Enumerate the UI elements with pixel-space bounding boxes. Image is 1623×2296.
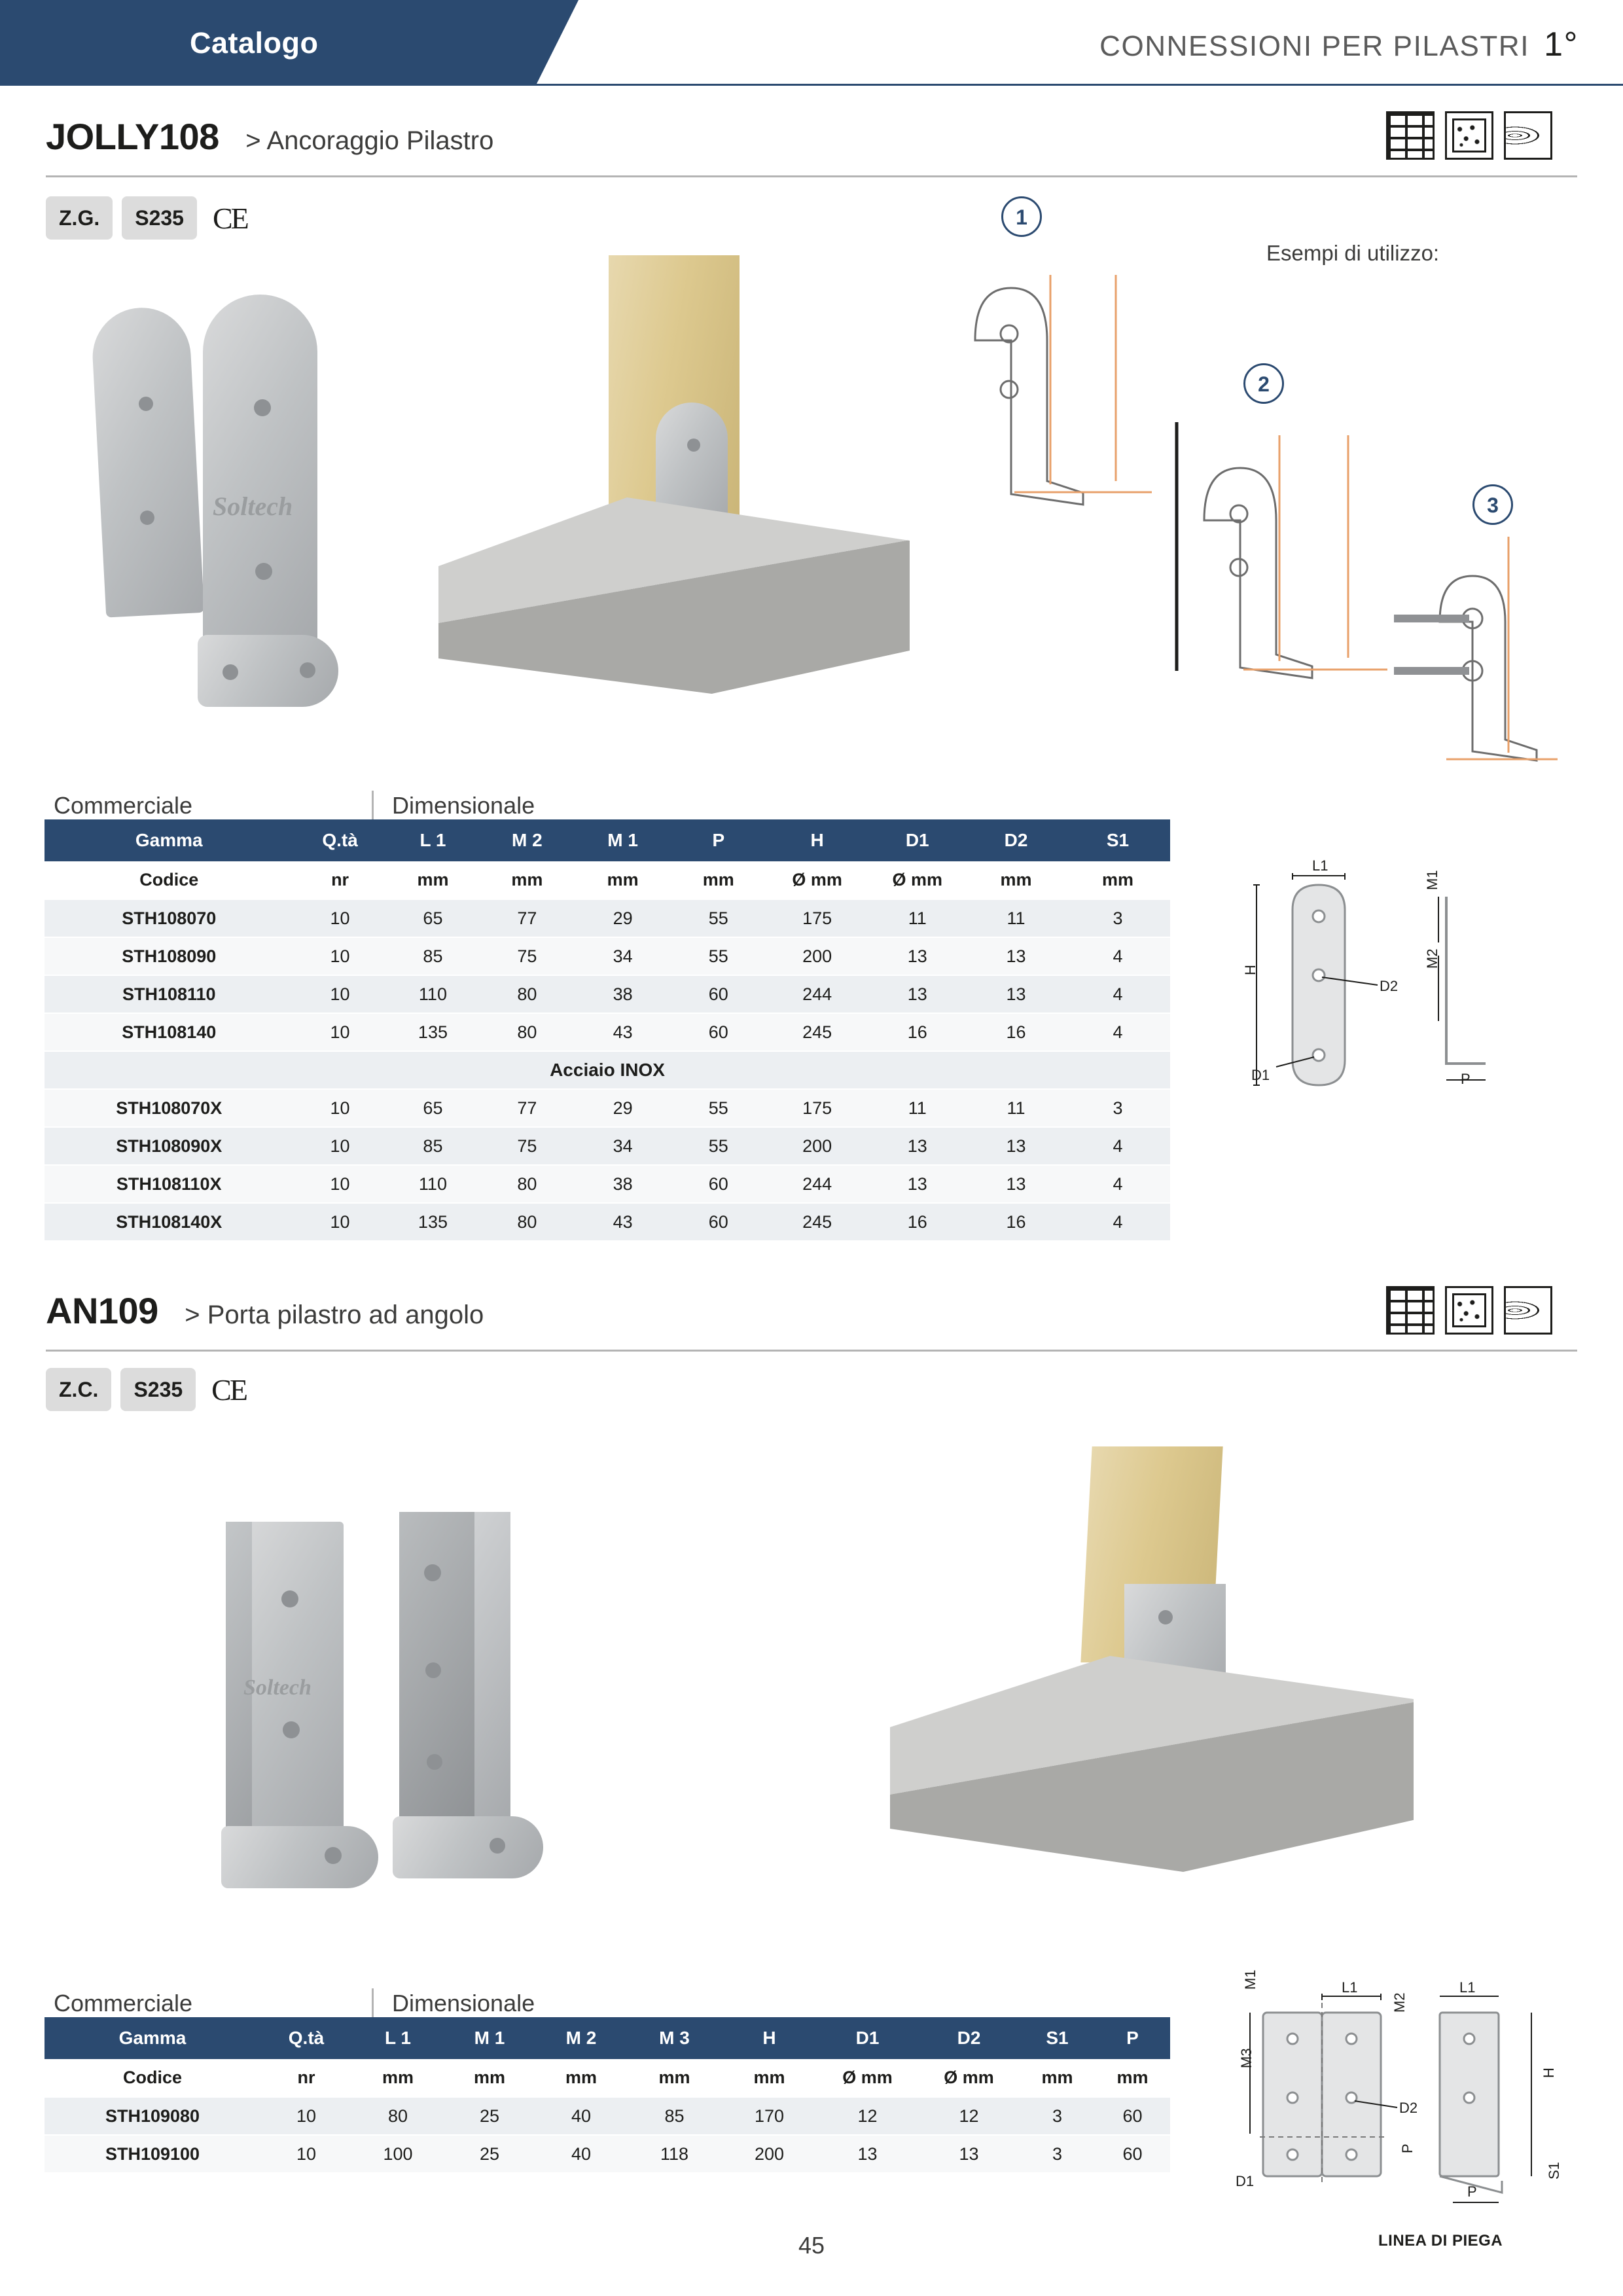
dim-d1: D1 bbox=[1251, 1067, 1270, 1083]
cell: 13 bbox=[967, 975, 1065, 1013]
cell: 60 bbox=[671, 975, 766, 1013]
cell: 110 bbox=[387, 1165, 480, 1203]
cell: 29 bbox=[575, 1089, 670, 1127]
table-row bbox=[45, 1013, 1170, 1051]
cell: 200 bbox=[722, 2135, 817, 2173]
cell: 25 bbox=[444, 2097, 535, 2135]
ce-mark-icon: CE bbox=[212, 201, 247, 235]
cell: 40 bbox=[535, 2135, 627, 2173]
unit-s1: mm bbox=[1020, 2059, 1095, 2097]
dim-m3: M3 bbox=[1238, 2048, 1255, 2068]
cell: 55 bbox=[671, 899, 766, 937]
usage-sketch-1 bbox=[936, 196, 1158, 511]
th-d1: D1 bbox=[817, 2017, 918, 2059]
dim-p-right: P bbox=[1467, 2183, 1477, 2200]
cell: 60 bbox=[671, 1165, 766, 1203]
cell: 65 bbox=[387, 899, 480, 937]
caption-dimensionale: Dimensionale bbox=[392, 1990, 535, 2017]
section-title: CONNESSIONI PER PILASTRI bbox=[1099, 30, 1530, 62]
unit-codice: Codice bbox=[45, 861, 293, 899]
cell: 40 bbox=[535, 2097, 627, 2135]
cell-code: STH108140 bbox=[45, 1013, 293, 1051]
th-s1: S1 bbox=[1065, 819, 1170, 861]
product-1-table-caption bbox=[45, 779, 1170, 819]
product-1-badges bbox=[46, 196, 247, 240]
cell: 75 bbox=[479, 1127, 575, 1165]
cell: 13 bbox=[868, 1165, 967, 1203]
dim-h: H bbox=[1242, 965, 1258, 975]
unit-l1: mm bbox=[387, 861, 480, 899]
badge-coating: Z.C. bbox=[46, 1368, 111, 1411]
cell: 13 bbox=[868, 937, 967, 975]
cell: 38 bbox=[575, 1165, 670, 1203]
cell: 244 bbox=[766, 1165, 868, 1203]
th-qta: Q.tà bbox=[260, 2017, 352, 2059]
cell: 13 bbox=[868, 975, 967, 1013]
unit-codice: Codice bbox=[45, 2059, 260, 2097]
product-2-technical-drawing bbox=[1224, 1969, 1590, 2251]
page-header bbox=[0, 0, 1623, 84]
cell: 85 bbox=[387, 1127, 480, 1165]
table-units-row bbox=[45, 861, 1170, 899]
th-m1: M 1 bbox=[575, 819, 670, 861]
table-units-row bbox=[45, 2059, 1170, 2097]
th-d1: D1 bbox=[868, 819, 967, 861]
cell: 11 bbox=[868, 1089, 967, 1127]
cell-code: STH109080 bbox=[45, 2097, 260, 2135]
unit-d1: Ø mm bbox=[868, 861, 967, 899]
cell-code: STH108110 bbox=[45, 975, 293, 1013]
cell: 244 bbox=[766, 975, 868, 1013]
product-2-badges bbox=[46, 1368, 246, 1411]
cell: 4 bbox=[1065, 1013, 1170, 1051]
cell: 4 bbox=[1065, 1203, 1170, 1241]
th-m2: M 2 bbox=[535, 2017, 627, 2059]
product-1-description: > Ancoraggio Pilastro bbox=[245, 126, 494, 155]
cell: 80 bbox=[479, 1013, 575, 1051]
cell-code: STH108090 bbox=[45, 937, 293, 975]
cell: 65 bbox=[387, 1089, 480, 1127]
cell: 60 bbox=[1095, 2135, 1170, 2173]
cell: 170 bbox=[722, 2097, 817, 2135]
cell: 16 bbox=[967, 1203, 1065, 1241]
dim-m2: M2 bbox=[1424, 948, 1440, 969]
cell-code: STH108140X bbox=[45, 1203, 293, 1241]
product-1-photo-parts bbox=[92, 295, 399, 713]
cell: 85 bbox=[627, 2097, 722, 2135]
unit-d2: Ø mm bbox=[918, 2059, 1020, 2097]
cell: 200 bbox=[766, 937, 868, 975]
cell: 118 bbox=[627, 2135, 722, 2173]
concrete-icon bbox=[1445, 1286, 1493, 1335]
unit-l1: mm bbox=[352, 2059, 444, 2097]
product-2-material-icons bbox=[1386, 1286, 1552, 1335]
cell: 175 bbox=[766, 899, 868, 937]
th-m1: M 1 bbox=[444, 2017, 535, 2059]
dim-l1: L1 bbox=[1312, 857, 1329, 874]
th-gamma: Gamma bbox=[45, 819, 293, 861]
th-s1: S1 bbox=[1020, 2017, 1095, 2059]
product-1-underline bbox=[46, 175, 1577, 177]
cell: 34 bbox=[575, 1127, 670, 1165]
cell: 60 bbox=[1095, 2097, 1170, 2135]
dim-m1: M1 bbox=[1242, 1969, 1258, 1990]
product-1-code: JOLLY108 bbox=[46, 116, 219, 157]
cell: 11 bbox=[967, 899, 1065, 937]
unit-s1: mm bbox=[1065, 861, 1170, 899]
catalog-label: Catalogo bbox=[190, 26, 319, 60]
table-row bbox=[45, 1127, 1170, 1165]
unit-m2: mm bbox=[535, 2059, 627, 2097]
cell: 80 bbox=[479, 975, 575, 1013]
cell: 4 bbox=[1065, 1127, 1170, 1165]
cell: 25 bbox=[444, 2135, 535, 2173]
table-header-row bbox=[45, 819, 1170, 861]
cell: 10 bbox=[260, 2097, 352, 2135]
th-p: P bbox=[1095, 2017, 1170, 2059]
wood-icon bbox=[1504, 1286, 1552, 1335]
cell: 10 bbox=[293, 1203, 386, 1241]
table-row bbox=[45, 1203, 1170, 1241]
cell-code: STH109100 bbox=[45, 2135, 260, 2173]
unit-nr: nr bbox=[293, 861, 386, 899]
cell: 11 bbox=[868, 899, 967, 937]
usage-examples-label: Esempi di utilizzo: bbox=[1266, 241, 1440, 265]
unit-d2: mm bbox=[967, 861, 1065, 899]
cell: 55 bbox=[671, 937, 766, 975]
cell-code: STH108070 bbox=[45, 899, 293, 937]
dim-d1: D1 bbox=[1236, 2173, 1255, 2189]
cell: 10 bbox=[293, 899, 386, 937]
callout-1: 1 bbox=[1001, 196, 1042, 237]
cell: 245 bbox=[766, 1013, 868, 1051]
cell: 60 bbox=[671, 1203, 766, 1241]
cell: 3 bbox=[1065, 899, 1170, 937]
cell: 85 bbox=[387, 937, 480, 975]
unit-m2: mm bbox=[479, 861, 575, 899]
cell: 175 bbox=[766, 1089, 868, 1127]
th-m3: M 3 bbox=[627, 2017, 722, 2059]
dim-d2: D2 bbox=[1380, 978, 1399, 994]
cell: 38 bbox=[575, 975, 670, 1013]
cell: 135 bbox=[387, 1013, 480, 1051]
page-number: 45 bbox=[798, 2232, 825, 2259]
cell: 13 bbox=[817, 2135, 918, 2173]
th-qta: Q.tà bbox=[293, 819, 386, 861]
cell-code: STH108110X bbox=[45, 1165, 293, 1203]
cell: 43 bbox=[575, 1203, 670, 1241]
unit-m1: mm bbox=[575, 861, 670, 899]
cell: 11 bbox=[967, 1089, 1065, 1127]
badge-coating: Z.G. bbox=[46, 196, 113, 240]
caption-commerciale: Commerciale bbox=[54, 1990, 193, 2017]
product-2-table-wrap bbox=[45, 1977, 1170, 2174]
cell: 13 bbox=[967, 937, 1065, 975]
table-row bbox=[45, 937, 1170, 975]
cell: 55 bbox=[671, 1089, 766, 1127]
product-2-description: > Porta pilastro ad angolo bbox=[185, 1300, 484, 1329]
usage-sketch-3 bbox=[1400, 484, 1616, 779]
cell: 3 bbox=[1020, 2135, 1095, 2173]
th-h: H bbox=[766, 819, 868, 861]
product-2-photo-assembly bbox=[877, 1440, 1492, 1950]
wood-icon bbox=[1504, 111, 1552, 160]
cell: 4 bbox=[1065, 1165, 1170, 1203]
dim-p: P bbox=[1461, 1071, 1471, 1087]
cell: 10 bbox=[293, 1165, 386, 1203]
brick-icon bbox=[1386, 1286, 1435, 1335]
cell: 77 bbox=[479, 1089, 575, 1127]
cell: 4 bbox=[1065, 975, 1170, 1013]
cell: 3 bbox=[1065, 1089, 1170, 1127]
cell: 13 bbox=[967, 1127, 1065, 1165]
cell: 10 bbox=[293, 1089, 386, 1127]
cell: 13 bbox=[868, 1127, 967, 1165]
cell: 10 bbox=[293, 937, 386, 975]
cell: 29 bbox=[575, 899, 670, 937]
cell: 13 bbox=[967, 1165, 1065, 1203]
cell: 200 bbox=[766, 1127, 868, 1165]
unit-p: mm bbox=[671, 861, 766, 899]
cell: 16 bbox=[967, 1013, 1065, 1051]
unit-h: Ø mm bbox=[766, 861, 868, 899]
product-1-photo-assembly bbox=[432, 242, 975, 766]
unit-h: mm bbox=[722, 2059, 817, 2097]
table-row bbox=[45, 1165, 1170, 1203]
dim-m2: M2 bbox=[1391, 1992, 1408, 2013]
cell: 75 bbox=[479, 937, 575, 975]
cell: 110 bbox=[387, 975, 480, 1013]
fold-line-label: LINEA DI PIEGA bbox=[1378, 2232, 1503, 2250]
th-d2: D2 bbox=[967, 819, 1065, 861]
cell: 80 bbox=[479, 1203, 575, 1241]
cell: 3 bbox=[1020, 2097, 1095, 2135]
th-m2: M 2 bbox=[479, 819, 575, 861]
caption-commerciale: Commerciale bbox=[54, 792, 193, 819]
subheader-acciaio-inox: Acciaio INOX bbox=[45, 1051, 1170, 1089]
cell: 4 bbox=[1065, 937, 1170, 975]
dim-d2: D2 bbox=[1399, 2100, 1418, 2116]
product-1-table-wrap bbox=[45, 779, 1170, 1242]
cell: 12 bbox=[918, 2097, 1020, 2135]
caption-dimensionale: Dimensionale bbox=[392, 792, 535, 819]
product-2-photo-parts bbox=[196, 1512, 602, 1918]
cell: 10 bbox=[260, 2135, 352, 2173]
dim-h: H bbox=[1541, 2068, 1557, 2078]
callout-2: 2 bbox=[1243, 363, 1284, 404]
unit-p: mm bbox=[1095, 2059, 1170, 2097]
product-2-code: AN109 bbox=[46, 1290, 158, 1331]
table-row bbox=[45, 899, 1170, 937]
table-header-row bbox=[45, 2017, 1170, 2059]
cell: 10 bbox=[293, 1013, 386, 1051]
cell: 77 bbox=[479, 899, 575, 937]
cell: 55 bbox=[671, 1127, 766, 1165]
cell: 10 bbox=[293, 975, 386, 1013]
cell-code: STH108070X bbox=[45, 1089, 293, 1127]
th-d2: D2 bbox=[918, 2017, 1020, 2059]
product-1-title-row bbox=[46, 115, 1577, 170]
cell: 16 bbox=[868, 1013, 967, 1051]
cell: 13 bbox=[918, 2135, 1020, 2173]
table-row bbox=[45, 975, 1170, 1013]
th-l1: L 1 bbox=[387, 819, 480, 861]
dim-m1: M1 bbox=[1424, 870, 1440, 890]
th-l1: L 1 bbox=[352, 2017, 444, 2059]
th-h: H bbox=[722, 2017, 817, 2059]
table-row bbox=[45, 2097, 1170, 2135]
unit-m3: mm bbox=[627, 2059, 722, 2097]
product-2-table bbox=[45, 2017, 1170, 2174]
th-gamma: Gamma bbox=[45, 2017, 260, 2059]
unit-m1: mm bbox=[444, 2059, 535, 2097]
unit-nr: nr bbox=[260, 2059, 352, 2097]
product-1-technical-drawing bbox=[1230, 857, 1571, 1145]
brick-icon bbox=[1386, 111, 1435, 160]
header-rule bbox=[0, 84, 1623, 86]
cell: 135 bbox=[387, 1203, 480, 1241]
product-1-table bbox=[45, 819, 1170, 1242]
unit-d1: Ø mm bbox=[817, 2059, 918, 2097]
cell: 34 bbox=[575, 937, 670, 975]
th-p: P bbox=[671, 819, 766, 861]
product-2-table-caption bbox=[45, 1977, 1170, 2017]
cell: 80 bbox=[479, 1165, 575, 1203]
callout-3: 3 bbox=[1472, 484, 1513, 525]
dim-s1: S1 bbox=[1546, 2162, 1562, 2179]
product-1-material-icons bbox=[1386, 111, 1552, 160]
badge-steel-grade: S235 bbox=[120, 1368, 196, 1411]
cell: 16 bbox=[868, 1203, 967, 1241]
section-header bbox=[1099, 25, 1578, 64]
cell: 245 bbox=[766, 1203, 868, 1241]
cell: 43 bbox=[575, 1013, 670, 1051]
cell: 100 bbox=[352, 2135, 444, 2173]
badge-steel-grade: S235 bbox=[122, 196, 197, 240]
concrete-icon bbox=[1445, 111, 1493, 160]
table-row bbox=[45, 2135, 1170, 2173]
dim-l1-right: L1 bbox=[1459, 1979, 1476, 1996]
cell: 80 bbox=[352, 2097, 444, 2135]
product-2-title-row bbox=[46, 1289, 1577, 1344]
brand-mark: Soltech bbox=[213, 492, 293, 521]
table-subheader-row bbox=[45, 1051, 1170, 1089]
dim-l1-left: L1 bbox=[1342, 1979, 1358, 1996]
cell: 60 bbox=[671, 1013, 766, 1051]
brand-mark: Soltech bbox=[243, 1676, 312, 1700]
cell: 10 bbox=[293, 1127, 386, 1165]
dim-p-left: P bbox=[1399, 2144, 1416, 2153]
cell: 12 bbox=[817, 2097, 918, 2135]
ce-mark-icon: CE bbox=[211, 1372, 246, 1407]
section-number: 1° bbox=[1544, 26, 1578, 63]
table-row bbox=[45, 1089, 1170, 1127]
cell-code: STH108090X bbox=[45, 1127, 293, 1165]
product-2-underline bbox=[46, 1350, 1577, 1352]
